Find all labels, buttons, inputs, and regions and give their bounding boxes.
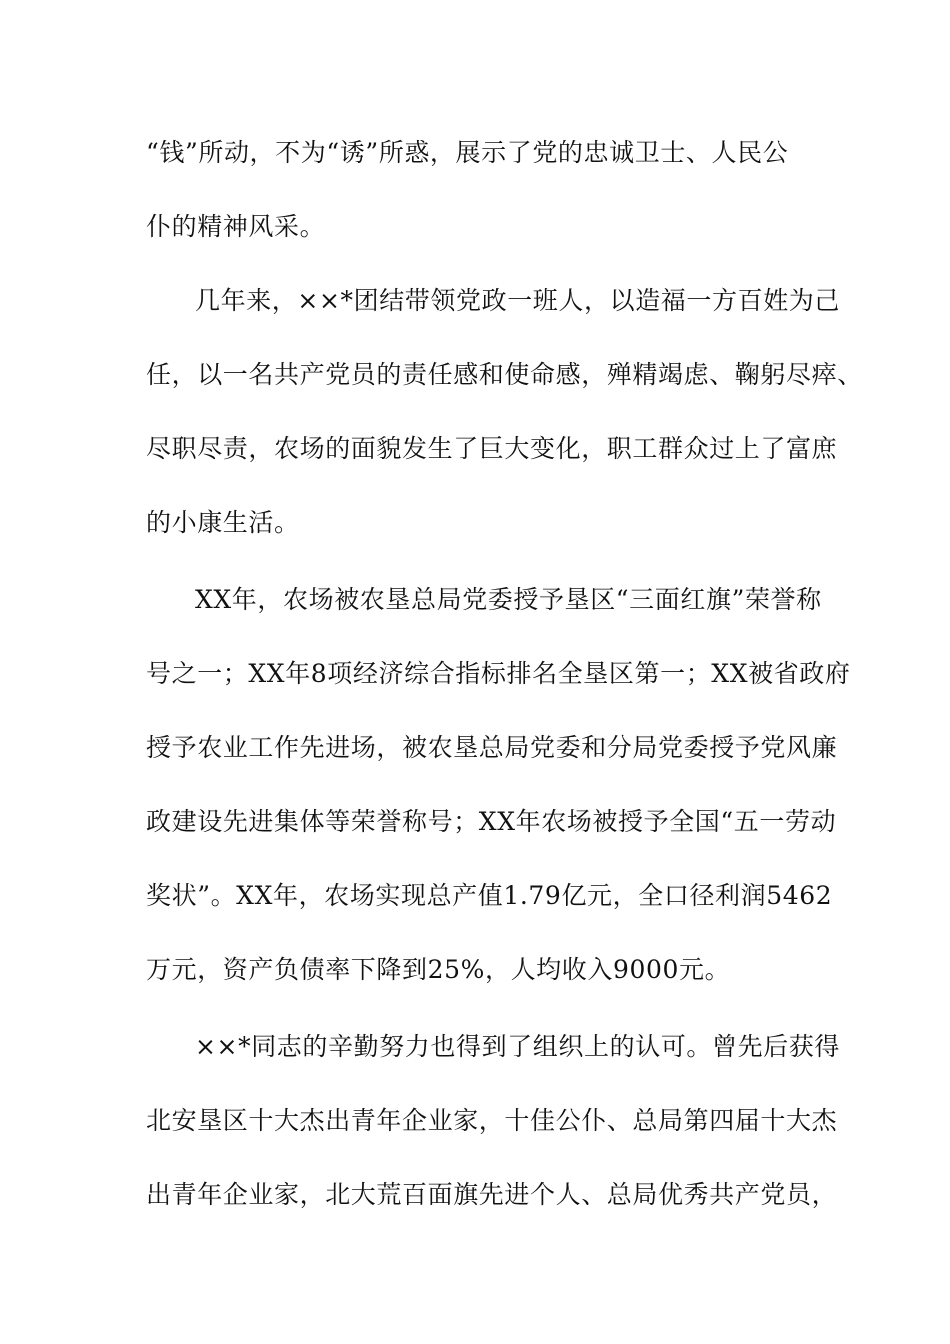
paragraph-start-line: XX年，农场被农垦总局党委授予垦区“三面红旗”荣誉称: [195, 585, 822, 614]
text-line: 出青年企业家，北大荒百面旗先进个人、总局优秀共产党员，: [146, 1180, 838, 1209]
text-line: 奖状”。XX年，农场实现总产值1.79亿元，全口径利润5462: [146, 881, 833, 910]
text-line: 授予农业工作先进场，被农垦总局党委和分局党委授予党风廉: [146, 733, 838, 762]
text-line: 万元，资产负债率下降到25%，人均收入9000元。: [146, 955, 731, 984]
paragraph-start-line: ××*同志的辛勤努力也得到了组织上的认可。曾先后获得: [195, 1032, 840, 1061]
text-line: 仆的精神风采。: [146, 212, 326, 241]
text-line: “钱”所动，不为“诱”所惑，展示了党的忠诚卫士、人民公: [146, 138, 789, 167]
text-line: 号之一；XX年8项经济综合指标排名全垦区第一；XX被省政府: [146, 659, 851, 688]
text-line: 政建设先进集体等荣誉称号；XX年农场被授予全国“五一劳动: [146, 807, 837, 836]
paragraph-start-line: 几年来，××*团结带领党政一班人，以造福一方百姓为己: [195, 286, 840, 315]
text-line: 的小康生活。: [146, 508, 300, 537]
text-line: 任，以一名共产党员的责任感和使命感，殚精竭虑、鞠躬尽瘁、: [146, 360, 863, 389]
text-line: 北安垦区十大杰出青年企业家，十佳公仆、总局第四届十大杰: [146, 1106, 838, 1135]
text-line: 尽职尽责，农场的面貌发生了巨大变化，职工群众过上了富庶: [146, 434, 838, 463]
